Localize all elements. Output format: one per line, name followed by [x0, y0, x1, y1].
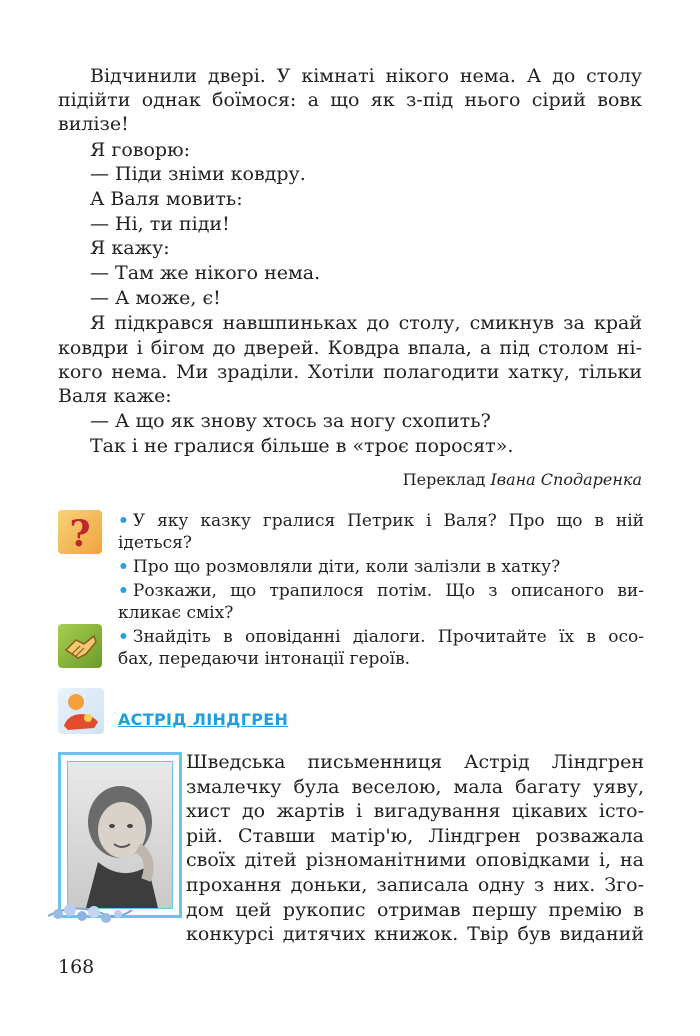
bio-line: рій. Ставши матір'ю, Ліндгрен розважала	[186, 825, 644, 847]
handshake-icon	[58, 624, 102, 668]
author-portrait	[58, 752, 182, 918]
story-line: ковдри і бігом до дверей. Ковдра впала, а під столом ні-	[58, 337, 642, 359]
page-number: 168	[58, 956, 95, 978]
story-line: Валя каже:	[58, 385, 172, 407]
bio-line: своїх дітей різноманітними оповідками і, на	[186, 849, 644, 871]
story-line: — Там же нікого нема.	[90, 262, 321, 284]
translator-name: Івана Сподаренка	[490, 470, 642, 489]
question-mark-icon	[58, 510, 102, 554]
bio-line: хист до жартів і вигадування цікавих істо-	[186, 800, 644, 822]
bio-line: Шведська письменниця Астрід Ліндгрен	[186, 751, 644, 773]
bio-line: дом цей рукопис отримав першу премію в	[186, 899, 644, 921]
question-item: • Розкажи, що трапилося потім. Що з описаного ви-	[118, 581, 644, 601]
story-line: вилізе!	[58, 113, 129, 135]
bio-line: прохання доньки, записала одну з них. Зго-	[186, 874, 644, 896]
story-line: Я підкрався навшпиньках до столу, смикнув за край	[90, 312, 642, 334]
translator-signature: Переклад Івана Сподаренка	[402, 470, 642, 489]
story-line: Я говорю:	[90, 139, 191, 161]
author-section-icon	[58, 688, 104, 734]
story-line: — А може, є!	[90, 287, 221, 309]
portrait-image	[68, 762, 172, 908]
story-line: Я кажу:	[90, 237, 170, 259]
task-item: • Знайдіть в оповіданні діалоги. Прочитайте їх в осо-	[118, 627, 644, 647]
story-line: Так і не гралися більше в «троє поросят».	[90, 435, 514, 457]
question-item-cont: кликає сміх?	[118, 603, 234, 623]
flower-decoration	[44, 896, 134, 932]
question-item: • У яку казку гралися Петрик і Валя? Про що в ній	[118, 511, 644, 531]
task-item-cont: бах, передаючи інтонації героїв.	[118, 649, 411, 669]
story-line: — Піди зніми ковдру.	[90, 163, 306, 185]
bio-line: конкурсі дитячих книжок. Твір був виданий	[186, 923, 644, 945]
story-line: — Ні, ти піди!	[90, 213, 230, 235]
bio-line: змалечку була веселою, мала багату уяву,	[186, 776, 644, 798]
story-line: кого нема. Ми зраділи. Хотіли полагодити хатку, тільки	[58, 361, 642, 383]
story-line: А Валя мовить:	[90, 188, 243, 210]
story-line: підійти однак боїмося: а що як з-під нього сірий вовк	[58, 89, 642, 111]
story-line: Відчинили двері. У кімнаті нікого нема. А до столу	[90, 65, 642, 87]
author-heading[interactable]: АСТРІД ЛІНДГРЕН	[118, 710, 289, 729]
svg-text:?: ?	[69, 513, 91, 554]
story-line: — А що як знову хтось за ногу схопить?	[90, 410, 491, 432]
question-item: • Про що розмовляли діти, коли залізли в хатку?	[118, 557, 561, 577]
question-item-cont: ідеться?	[118, 533, 192, 553]
